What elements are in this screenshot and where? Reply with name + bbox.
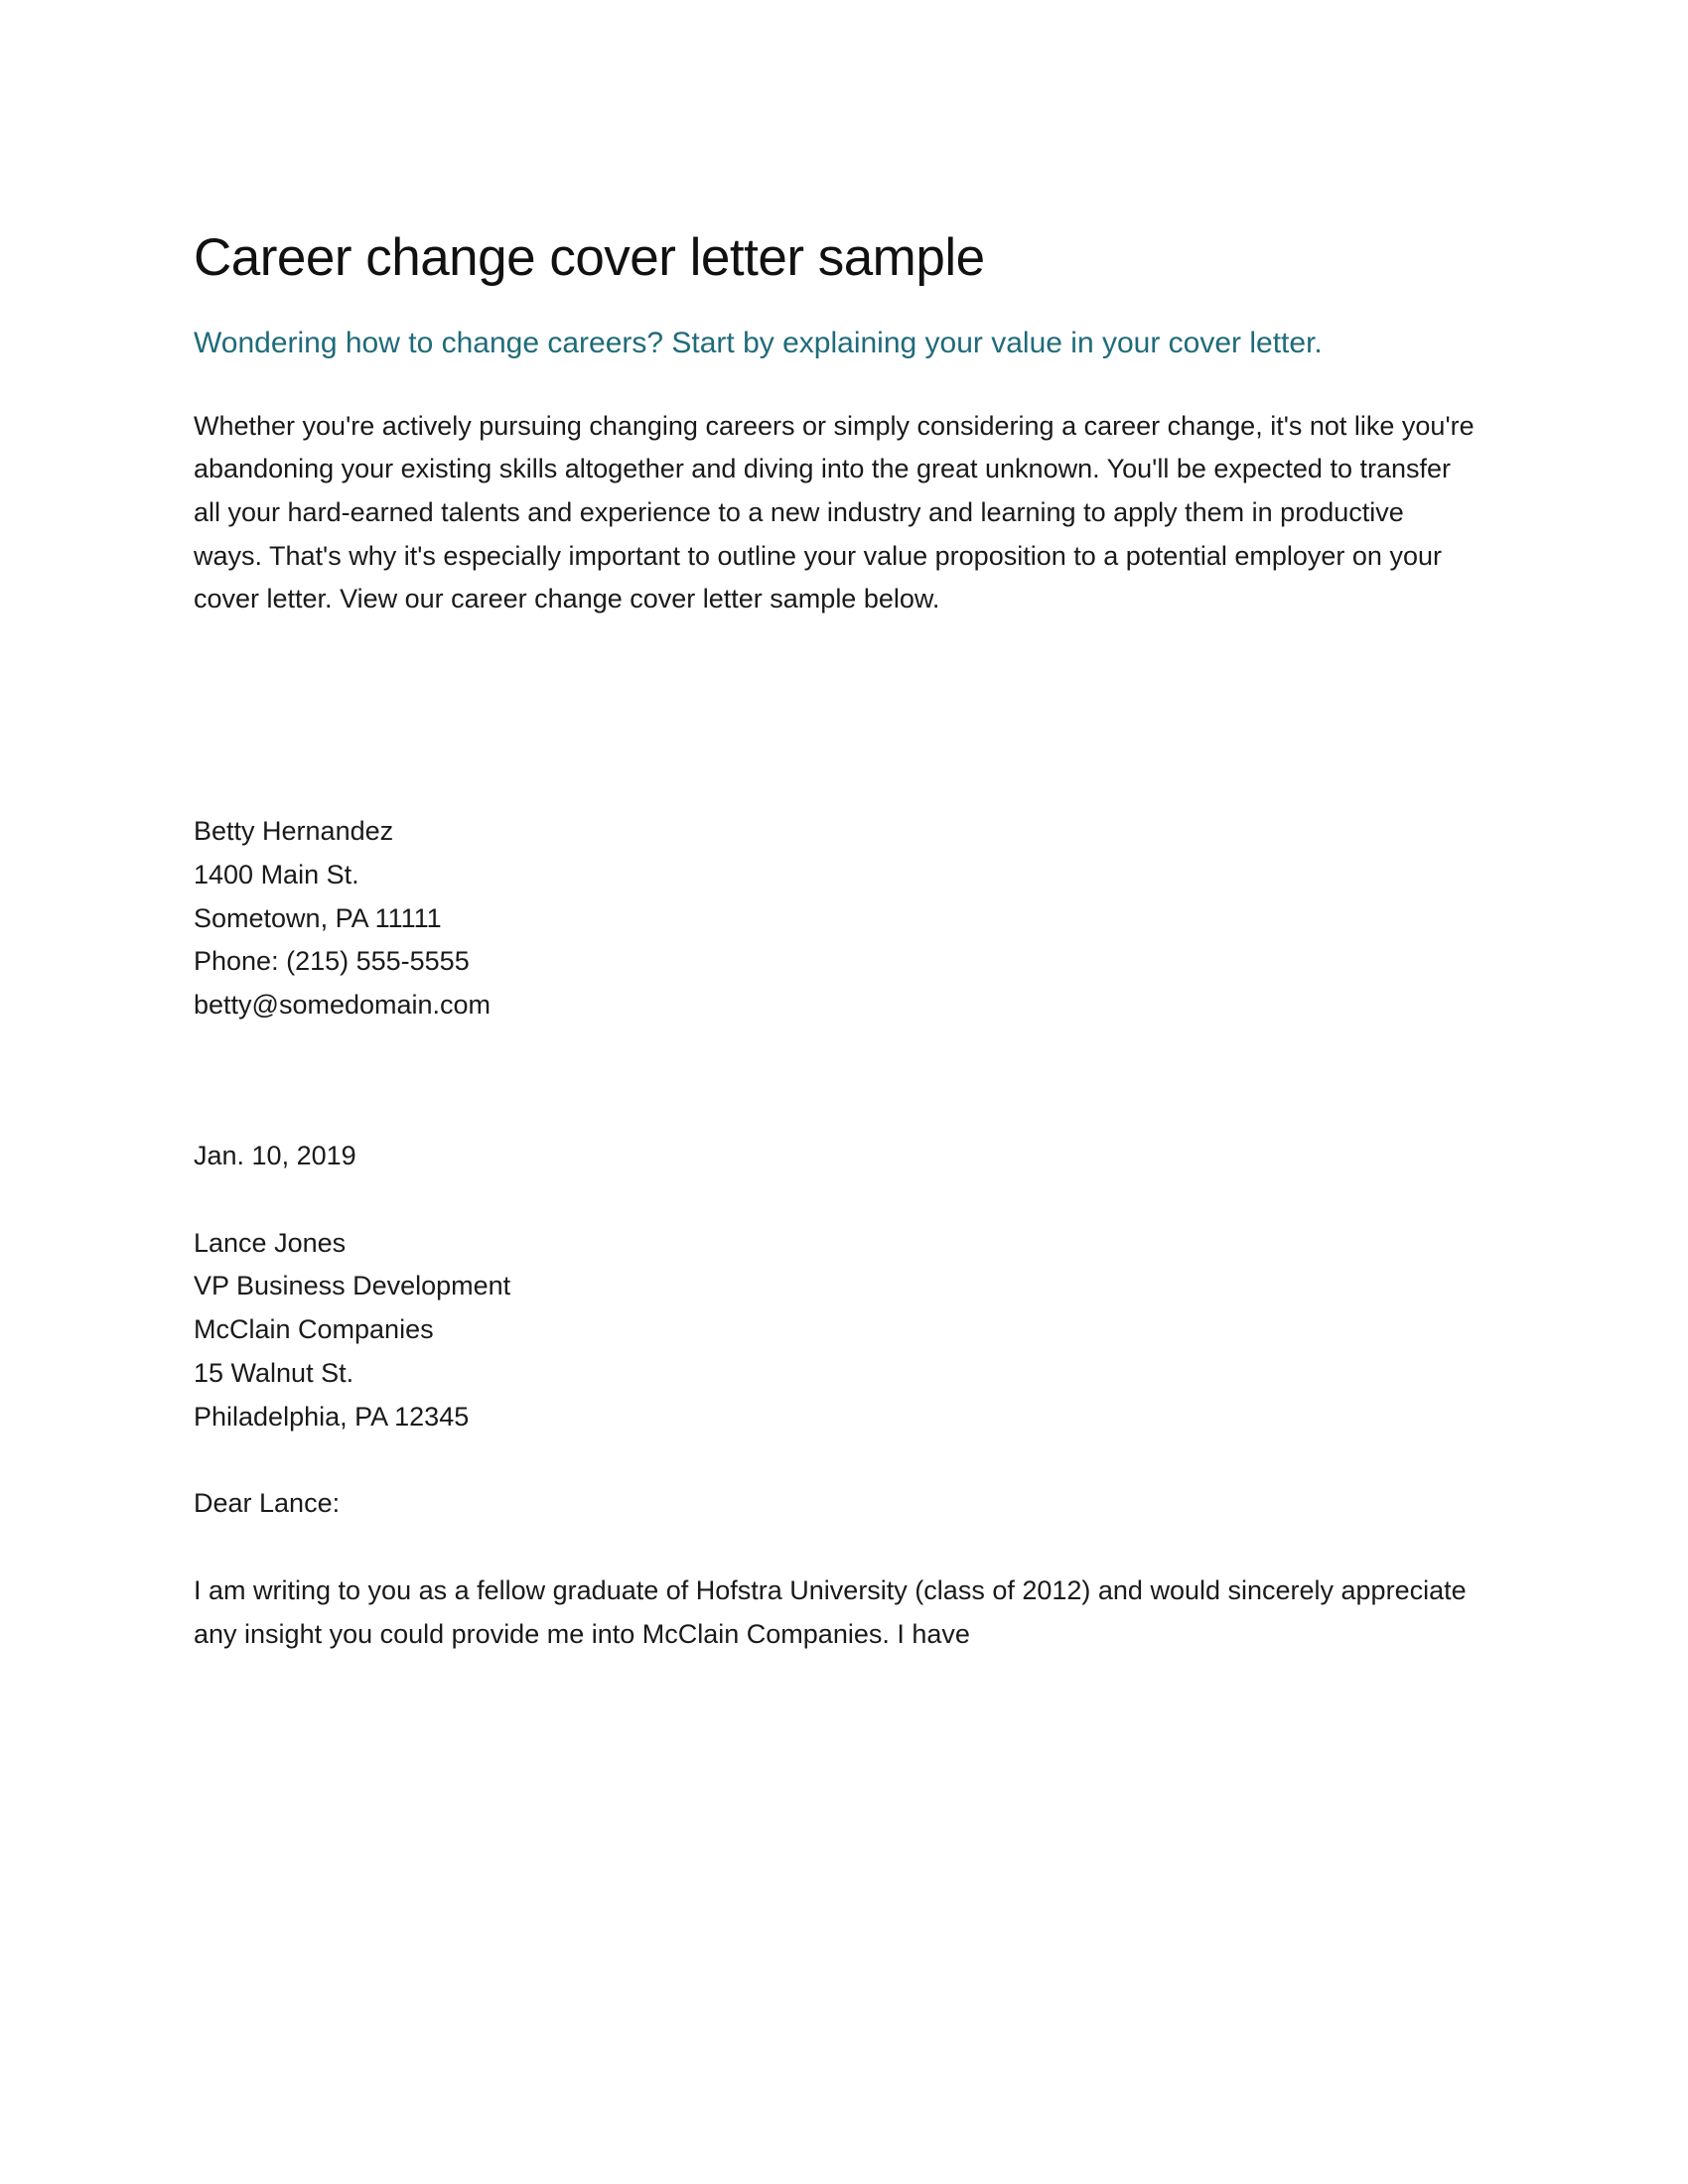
sender-email: betty@somedomain.com	[194, 990, 492, 1021]
date-recipient-gap	[194, 1178, 1489, 1222]
address-date-gap	[194, 1027, 1489, 1135]
recipient-street: 15 Walnut St.	[194, 1357, 354, 1388]
letter-date: Jan. 10, 2019	[194, 1140, 356, 1170]
recipient-company: McClain Companies	[194, 1314, 434, 1345]
page-title: Career change cover letter sample	[194, 228, 985, 287]
page-subtitle: Wondering how to change careers? Start by explaining your value in your cover letter.	[194, 326, 1323, 359]
sender-address-block	[194, 810, 1489, 1027]
letter-spacer	[194, 621, 1489, 810]
letter-body-paragraph-1: I am writing to you as a fellow graduate of Hofstra University (class of 2012) and would sincerely appreciate any insight you could provide me into McClain Companies. I have	[194, 1575, 1467, 1649]
recipient-name: Lance Jones	[194, 1227, 347, 1258]
recipient-salutation-gap	[194, 1438, 1489, 1482]
recipient-title: VP Business Development	[194, 1271, 511, 1301]
salutation-body-gap	[194, 1526, 1489, 1570]
intro-paragraph: Whether you're actively pursuing changing careers or simply considering a career change, it's not like you're abandoning your existing skills altogether and diving into the great unknown. You'll be expected to transfer all your hard-earned talents and experience to a new industry and learning to apply them in productive ways. That's why it's especially important to outline your value proposition to a potential employer on your cover letter. View our career change cover letter sample below.	[194, 410, 1475, 614]
sender-street: 1400 Main St.	[194, 859, 359, 889]
sender-phone: Phone: (215) 555-5555	[194, 946, 470, 977]
recipient-city-state-zip: Philadelphia, PA 12345	[194, 1401, 470, 1432]
recipient-address-block	[194, 1222, 1489, 1439]
sender-city-state-zip: Sometown, PA 11111	[194, 902, 442, 933]
salutation-block	[194, 1482, 1489, 1526]
salutation: Dear Lance:	[194, 1488, 341, 1519]
letter-date-block	[194, 1135, 1489, 1178]
sender-name: Betty Hernandez	[194, 816, 394, 847]
